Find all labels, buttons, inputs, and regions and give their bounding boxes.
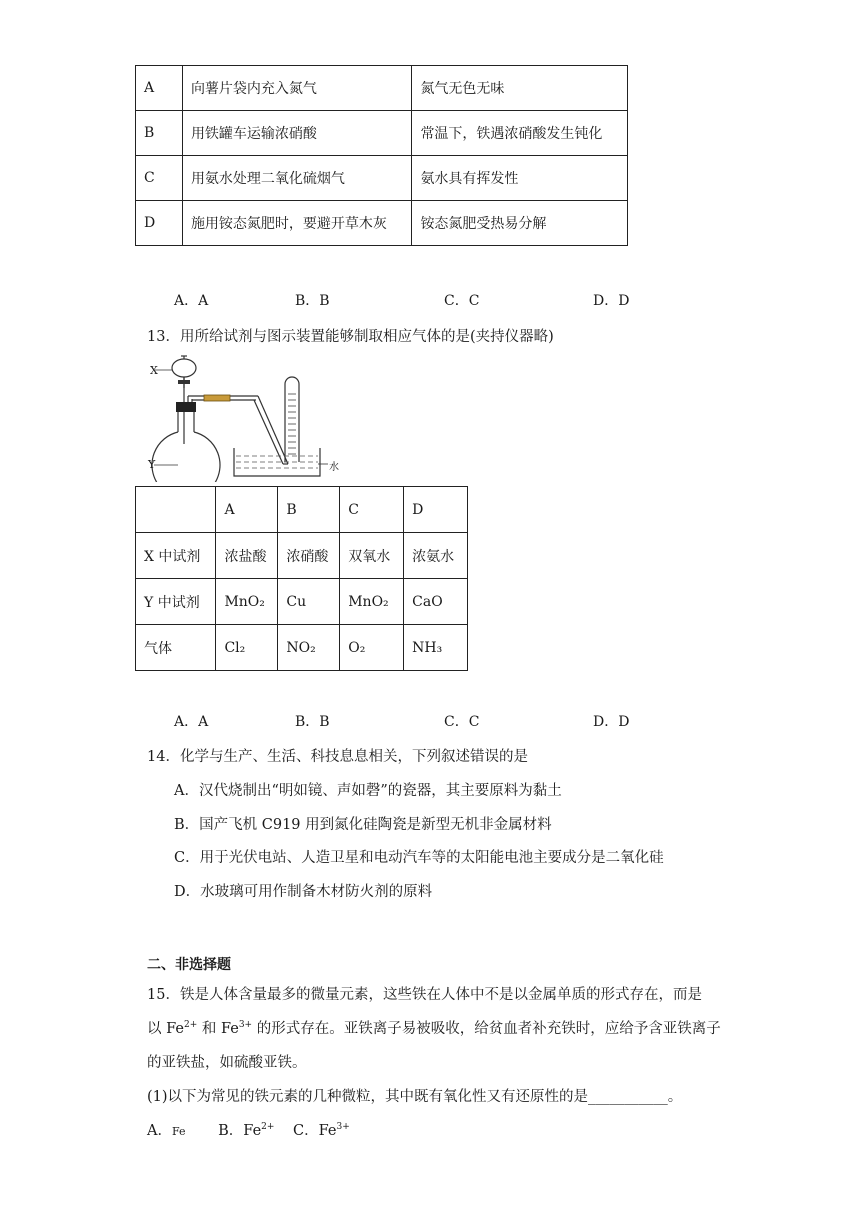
choice-a-value: Fe [171,1125,186,1138]
row-label: 气体 [136,625,216,671]
q13-option-a: A．A [174,714,209,730]
choice-a-label: A． [147,1123,172,1139]
q13-option-c: C．C [444,714,480,730]
table-cell: 浓硝酸 [278,533,340,579]
row-action: 用铁罐车运输浓硝酸 [182,111,412,156]
row-reason: 氮气无色无味 [412,66,628,111]
header-cell: D [404,487,468,533]
row-label: Y 中试剂 [136,579,216,625]
ion-charge: 2+ [261,1122,275,1132]
q12-option-b: B．B [295,293,330,309]
row-letter: D [136,201,183,246]
q15-text: 的形式存在。亚铁离子易被吸收，给贫血者补充铁时，应给予含亚铁离子 [252,1021,721,1037]
q15-text: 以 Fe [147,1021,184,1037]
q14-option-a: A．汉代烧制出“明如镜、声如磬”的瓷器，其主要原料为黏土 [174,783,562,799]
table-cell: Cu [278,579,340,625]
ion-charge: 3+ [238,1020,253,1030]
table-cell: 浓盐酸 [216,533,278,579]
table-cell: 双氧水 [340,533,404,579]
row-action: 用氨水处理二氧化硫烟气 [182,156,412,201]
table-cell: NH₃ [404,625,468,671]
apparatus-diagram [140,352,360,482]
q13-stem: 13．用所给试剂与图示装置能够制取相应气体的是(夹持仪器略) [147,329,554,345]
q13-option-b: B．B [295,714,330,730]
q15-line2 [147,1017,721,1038]
q14-option-c: C．用于光伏电站、人造卫星和电动汽车等的太阳能电池主要成分是二氧化硅 [174,850,664,866]
choice-b-label: B．Fe [218,1123,262,1139]
q13-option-d: D．D [593,714,630,730]
row-letter: C [136,156,183,201]
table-row [136,111,628,156]
q14-stem: 14．化学与生产、生活、科技息息相关，下列叙述错误的是 [147,749,528,765]
q12-table [135,65,628,246]
table-cell: 浓氨水 [404,533,468,579]
q13-table [135,486,468,671]
ion-charge: 2+ [183,1020,198,1030]
q15-text: 和 Fe [197,1021,239,1037]
q14-option-d: D．水玻璃可用作制备木材防火剂的原料 [174,884,433,900]
label-y: Y [148,458,156,471]
table-header-row [136,487,468,533]
q15-subquestion-1: (1)以下为常见的铁元素的几种微粒，其中既有氧化性又有还原性的是___________。 [147,1089,683,1105]
ion-charge: 3+ [336,1122,350,1132]
label-x: X [150,364,158,377]
row-action: 施用铵态氮肥时，要避开草木灰 [182,201,412,246]
q15-choices [147,1119,350,1140]
section-heading: 二、非选择题 [147,957,231,973]
row-label: X 中试剂 [136,533,216,579]
q12-option-a: A．A [174,293,209,309]
q12-option-c: C．C [444,293,480,309]
header-cell [136,487,216,533]
row-letter: B [136,111,183,156]
table-cell: MnO₂ [340,579,404,625]
row-reason: 氨水具有挥发性 [412,156,628,201]
q12-option-d: D．D [593,293,630,309]
q15-line3: 的亚铁盐，如硫酸亚铁。 [147,1055,307,1071]
row-letter: A [136,66,183,111]
table-cell: MnO₂ [216,579,278,625]
row-reason: 铵态氮肥受热易分解 [412,201,628,246]
table-cell: NO₂ [278,625,340,671]
table-row [136,579,468,625]
table-cell: O₂ [340,625,404,671]
header-cell: B [278,487,340,533]
q15-line1: 15．铁是人体含量最多的微量元素，这些铁在人体中不是以金属单质的形式存在，而是 [147,987,702,1003]
choice-c-label: C．Fe [293,1123,337,1139]
row-reason: 常温下，铁遇浓硝酸发生钝化 [412,111,628,156]
header-cell: C [340,487,404,533]
table-cell: Cl₂ [216,625,278,671]
table-row [136,533,468,579]
label-water: 水 [329,462,339,473]
table-row [136,156,628,201]
table-cell: CaO [404,579,468,625]
row-action: 向薯片袋内充入氮气 [182,66,412,111]
q14-option-b: B．国产飞机 C919 用到氮化硅陶瓷是新型无机非金属材料 [174,817,552,833]
header-cell: A [216,487,278,533]
table-row [136,66,628,111]
table-row [136,625,468,671]
table-row [136,201,628,246]
